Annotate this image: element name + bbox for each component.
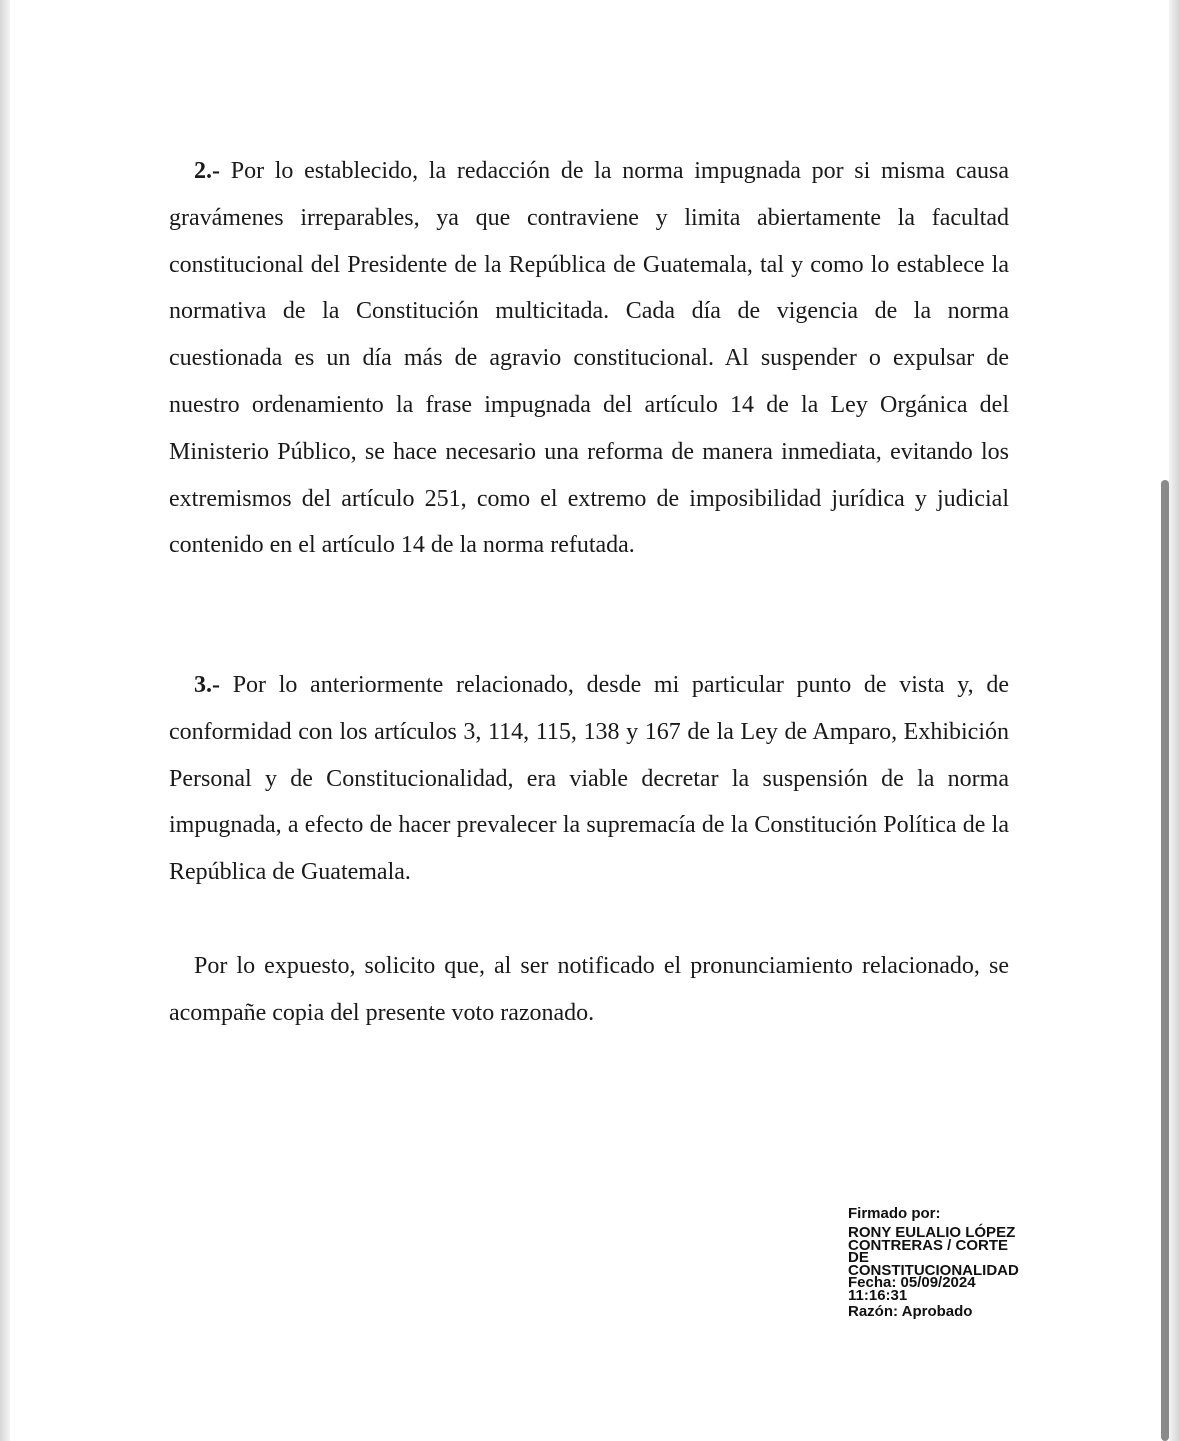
paragraph-3 — [169, 662, 1009, 896]
document-page — [11, 0, 1159, 1441]
paragraph-2-number: 2.- — [194, 158, 220, 184]
paragraph-2 — [169, 148, 1009, 569]
viewer-left-edge — [0, 0, 10, 1441]
signature-reason: Razón: Aprobado — [848, 1302, 973, 1320]
closing-text: Por lo expuesto, solicito que, al ser notificado el pronunciamiento relacionado, se acompañe copia del presente voto razonado. — [169, 953, 1009, 1026]
paragraph-2-text: Por lo establecido, la redacción de la norma impugnada por si misma causa gravámenes irreparables, ya que contraviene y limita abiertamente la facultad constitucional del Presidente de la República de Guatemala, tal y como lo establece la normativa de la Constitución multicitada. Cada día de vigencia de la norma cuestionada es un día más de agravio constitucional. Al suspender o expulsar de nuestro ordenamiento la frase impugnada del artículo 14 de la Ley Orgánica del Ministerio Público, se hace necesario una reforma de manera inmediata, evitando los extremismos del artículo 251, como el extremo de imposibilidad jurídica y judicial contenido en el artículo 14 de la norma refutada. — [169, 158, 1009, 559]
paragraph-3-text: Por lo anteriormente relacionado, desde mi particular punto de vista y, de conformidad con los artículos 3, 114, 115, 138 y 167 de la Ley de Amparo, Exhibición Personal y de Constitucionalidad, era viable decretar la suspensión de la norma impugnada, a efecto de hacer prevalecer la supremacía de la Constitución Política de la República de Guatemala. — [169, 672, 1009, 886]
signature-signer-line-2: CONTRERAS / CORTE — [848, 1236, 1009, 1254]
signature-signer-line-1: RONY EULALIO LÓPEZ — [848, 1224, 1016, 1241]
signature-date: Fecha: 05/09/2024 — [848, 1274, 976, 1292]
scrollbar-thumb[interactable] — [1161, 480, 1169, 1441]
signature-heading: Firmado por: — [848, 1205, 941, 1222]
signature-time: 11:16:31 — [848, 1286, 908, 1304]
signature-signer-line-4: CONSTITUCIONALIDAD — [848, 1261, 1019, 1279]
digital-signature-block — [848, 1205, 1068, 1321]
closing-paragraph — [169, 943, 1009, 1037]
paragraph-3-number: 3.- — [194, 672, 220, 698]
signature-signer-line-3: DE — [848, 1249, 869, 1267]
